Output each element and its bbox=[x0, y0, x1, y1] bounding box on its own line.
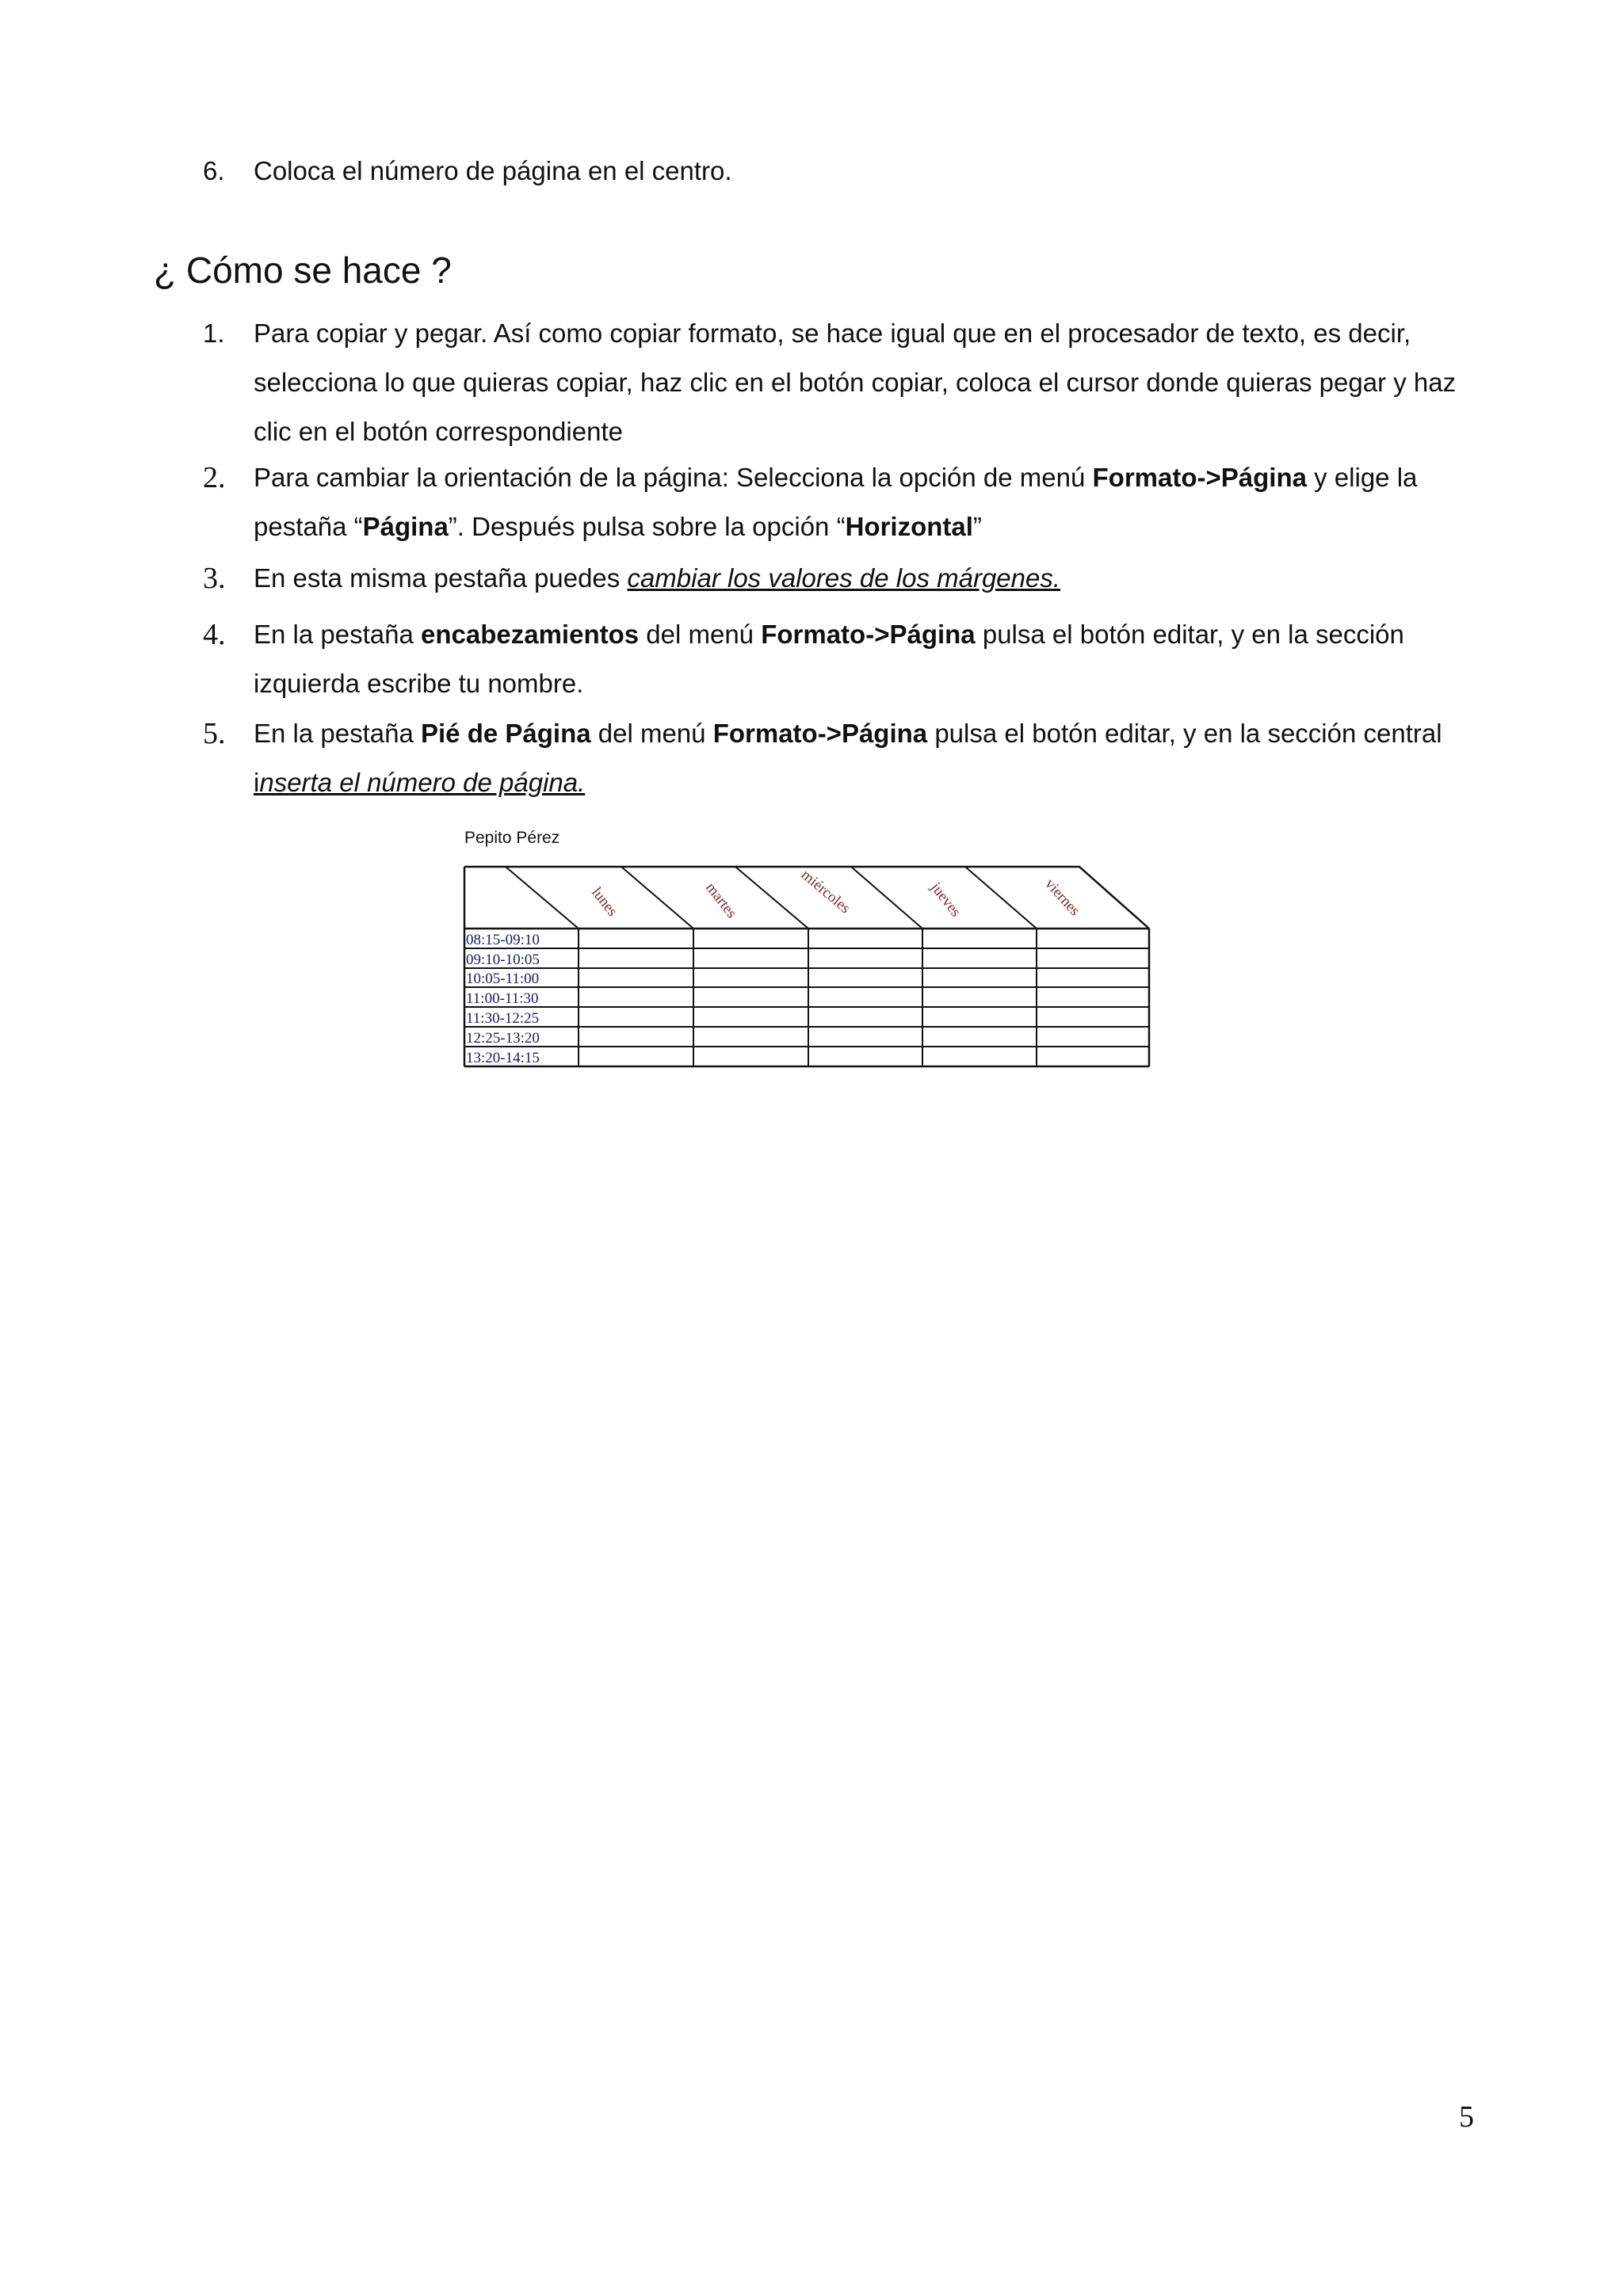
time-slot-7: 13:20-14:15 bbox=[466, 1050, 540, 1066]
time-slot-4: 11:00-11:30 bbox=[466, 990, 539, 1007]
menu-path: Formato->Página bbox=[712, 719, 928, 748]
step-number: 4. bbox=[203, 618, 226, 651]
tab-name: encabezamientos bbox=[421, 620, 640, 649]
step-text: En esta misma pestaña puedes cambiar los valores de los márgenes. bbox=[254, 563, 1061, 593]
list-text: Coloca el número de página en el centro. bbox=[254, 156, 732, 185]
tab-name: Pié de Página bbox=[421, 719, 591, 748]
time-slot-3: 10:05-11:00 bbox=[466, 971, 540, 987]
page-number: 5 bbox=[1459, 2100, 1474, 2134]
time-slot-2: 09:10-10:05 bbox=[466, 952, 540, 968]
step-number: 2. bbox=[203, 461, 226, 494]
day-header-miercoles: miércoles bbox=[797, 866, 854, 917]
time-slot-6: 12:25-13:20 bbox=[466, 1030, 540, 1047]
day-header-martes: martes bbox=[702, 879, 740, 921]
day-header-jueves: jueves bbox=[927, 879, 964, 921]
step-text: Para copiar y pegar. Así como copiar formato, se hace igual que en el procesador de texto, es decir, selecciona lo que quieras copiar, haz clic en el botón copiar, coloca el cursor donde quieras pegar y haz clic en el botón correspondiente bbox=[254, 318, 1457, 446]
section-heading: ¿ Cómo se hace ? bbox=[154, 250, 452, 291]
step-text: En la pestaña Pié de Página del menú Formato->Página pulsa el botón editar, y en la sección central inserta el número de página. bbox=[254, 719, 1442, 797]
step-number: 5. bbox=[203, 717, 226, 750]
timetable-figure bbox=[458, 822, 1159, 1076]
step-text: Para cambiar la orientación de la página: Selecciona la opción de menú Formato->Página y elige la pestaña “Página”. Después pulsa sobre la opción “Horizontal” bbox=[254, 463, 1418, 541]
step-number: 1. bbox=[203, 318, 225, 348]
margins-link[interactable]: cambiar los valores de los márgenes. bbox=[627, 563, 1061, 593]
header-name: Pepito Pérez bbox=[464, 829, 560, 847]
step-number: 3. bbox=[203, 562, 226, 595]
page-number-link[interactable]: nserta el número de página. bbox=[259, 768, 586, 797]
time-slot-1: 08:15-09:10 bbox=[466, 932, 540, 948]
option-name: Horizontal bbox=[845, 512, 973, 541]
day-header-lunes: lunes bbox=[588, 884, 621, 920]
list-number: 6. bbox=[203, 156, 225, 185]
day-header-viernes: viernes bbox=[1041, 875, 1083, 920]
menu-path: Formato->Página bbox=[1092, 463, 1307, 492]
tab-name: Página bbox=[362, 512, 449, 541]
step-text: En la pestaña encabezamientos del menú Formato->Página pulsa el botón editar, y en la sección izquierda escribe tu nombre. bbox=[254, 620, 1404, 698]
time-slot-5: 11:30-12:25 bbox=[466, 1010, 540, 1027]
menu-path: Formato->Página bbox=[761, 620, 976, 649]
